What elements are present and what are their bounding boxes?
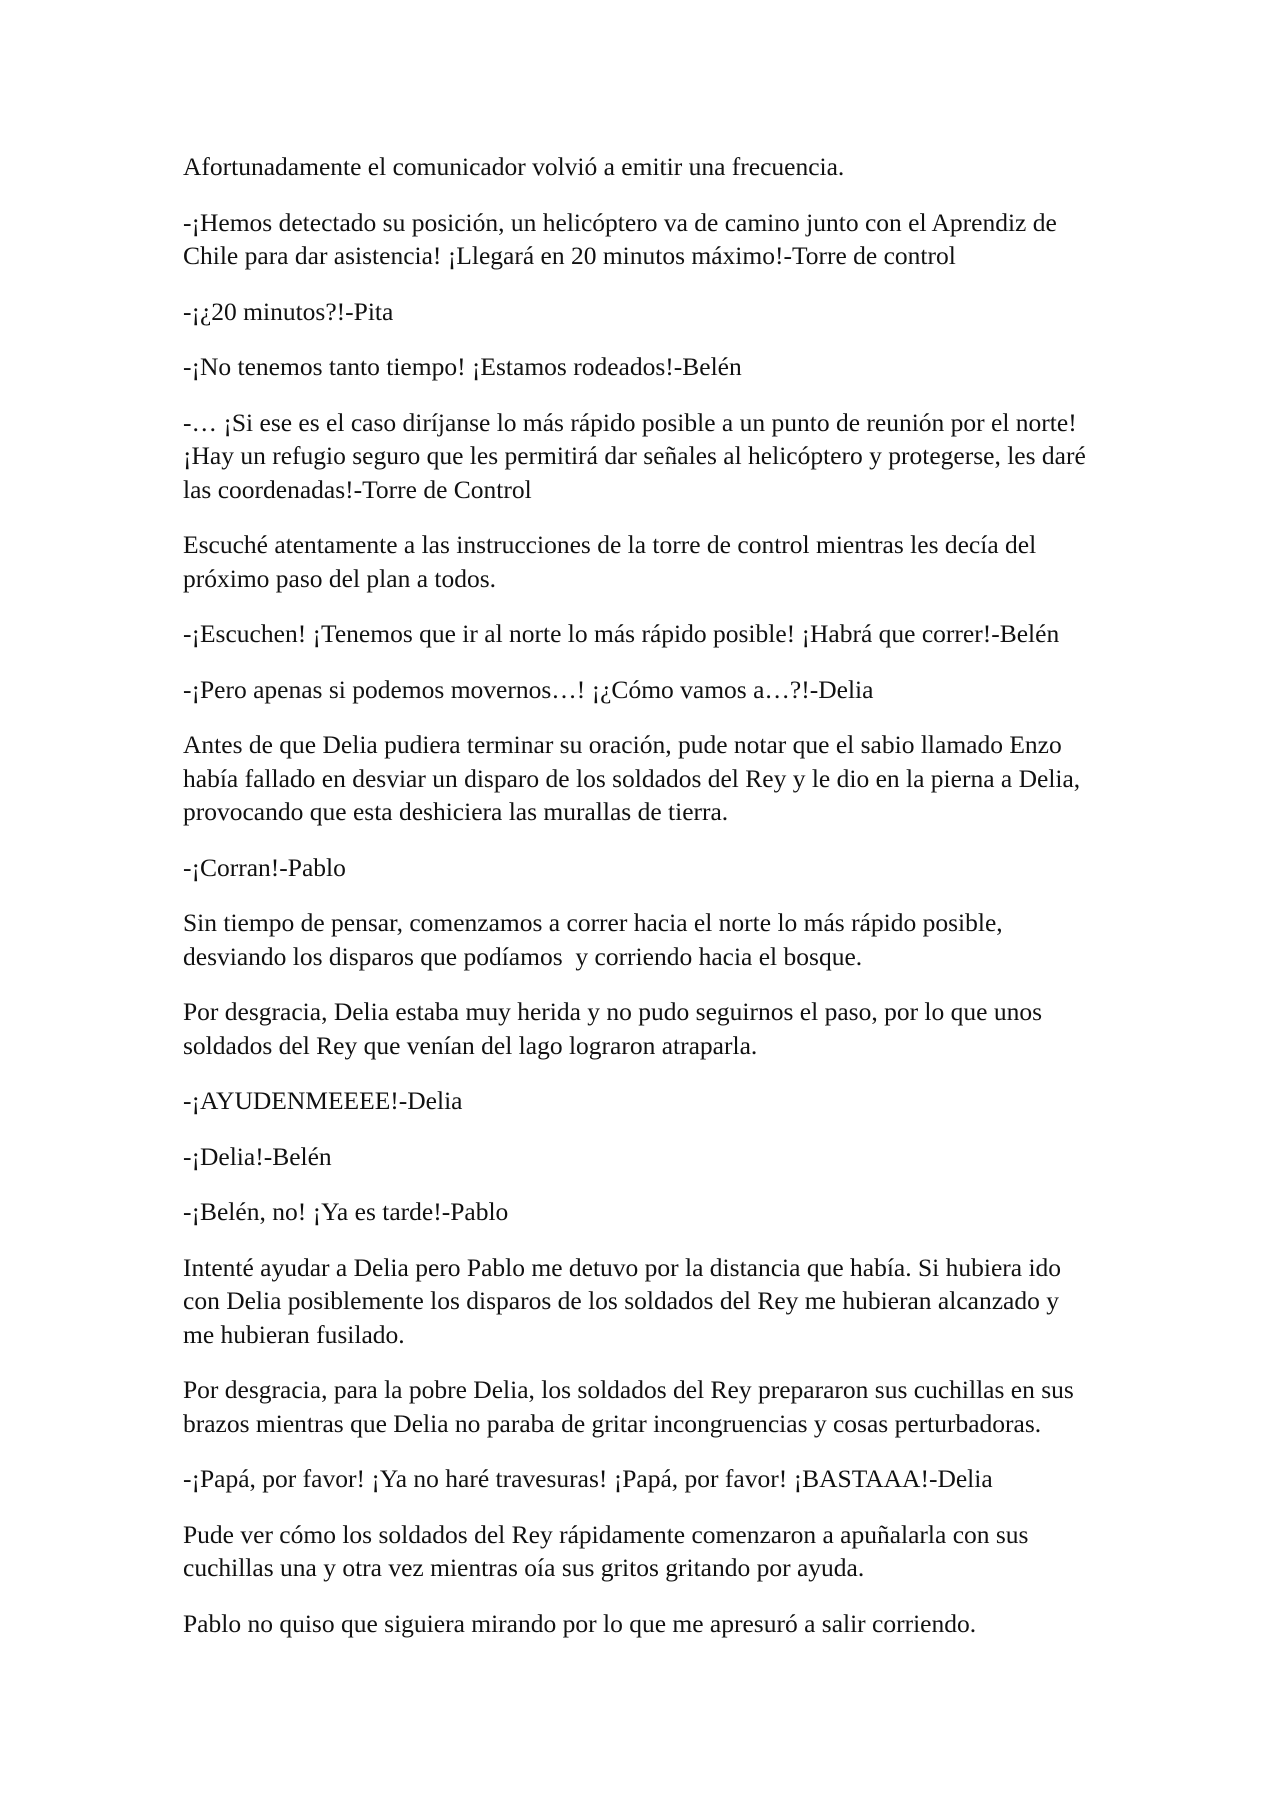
paragraph: -¡¿20 minutos?!-Pita [183, 296, 394, 326]
paragraph: Intenté ayudar a Delia pero Pablo me detuvo por la distancia que había. Si hubiera ido con Delia posiblemente los disparos de los soldados del Rey me hubieran alcanzado y me hubieran fusilado. [183, 1252, 1062, 1349]
paragraph: -¡Corran!-Pablo [183, 852, 346, 882]
paragraph: -¡Hemos detectado su posición, un helicóptero va de camino junto con el Aprendiz de Chile para dar asistencia! ¡Llegará en 20 minutos máximo!-Torre de control [183, 207, 1057, 270]
paragraph: -¡Escuchen! ¡Tenemos que ir al norte lo más rápido posible! ¡Habrá que correr!-Belén [183, 619, 1060, 648]
paragraph: -¡Papá, por favor! ¡Ya no haré travesuras! ¡Papá, por favor! ¡BASTAAA!-Delia [183, 1464, 993, 1493]
paragraph: Antes de que Delia pudiera terminar su oración, pude notar que el sabio llamado Enzo había fallado en desviar un disparo de los soldados del Rey y le dio en la pierna a Delia, provocando que esta deshiciera las murallas de tierra. [183, 730, 1081, 826]
paragraph: -¡Belén, no! ¡Ya es tarde!-Pablo [183, 1197, 509, 1226]
paragraph: Escuché atentamente a las instrucciones de la torre de control mientras les decía del próximo paso del plan a todos. [183, 530, 1037, 593]
paragraph: -¡Pero apenas si podemos movernos…! ¡¿Cómo vamos a…?!-Delia [183, 674, 874, 704]
paragraph: -¡No tenemos tanto tiempo! ¡Estamos rodeados!-Belén [183, 352, 742, 381]
paragraph: -¡AYUDENMEEEE!-Delia [183, 1086, 463, 1115]
document-page [183, 150, 1103, 1662]
paragraph: Afortunadamente el comunicador volvió a emitir una frecuencia. [183, 152, 845, 181]
paragraph: Por desgracia, para la pobre Delia, los soldados del Rey prepararon sus cuchillas en sus brazos mientras que Delia no paraba de gritar incongruencias y cosas perturbadoras. [183, 1375, 1074, 1438]
paragraph: -… ¡Si ese es el caso diríjanse lo más rápido posible a un punto de reunión por el norte! ¡Hay un refugio seguro que les permitirá dar señales al helicóptero y protegerse, les daré las coordenadas!-Torre de Control [183, 407, 1086, 504]
paragraph: Pablo no quiso que siguiera mirando por lo que me apresuró a salir corriendo. [183, 1608, 977, 1638]
paragraph: Por desgracia, Delia estaba muy herida y no pudo seguirnos el paso, por lo que unos soldados del Rey que venían del lago lograron atraparla. [183, 997, 1043, 1060]
paragraph: Sin tiempo de pensar, comenzamos a correr hacia el norte lo más rápido posible, desviando los disparos que podíamos y corriendo hacia el bosque. [183, 908, 1003, 971]
paragraph: Pude ver cómo los soldados del Rey rápidamente comenzaron a apuñalarla con sus cuchillas una y otra vez mientras oía sus gritos gritando por ayuda. [183, 1519, 1029, 1582]
paragraph: -¡Delia!-Belén [183, 1141, 332, 1171]
